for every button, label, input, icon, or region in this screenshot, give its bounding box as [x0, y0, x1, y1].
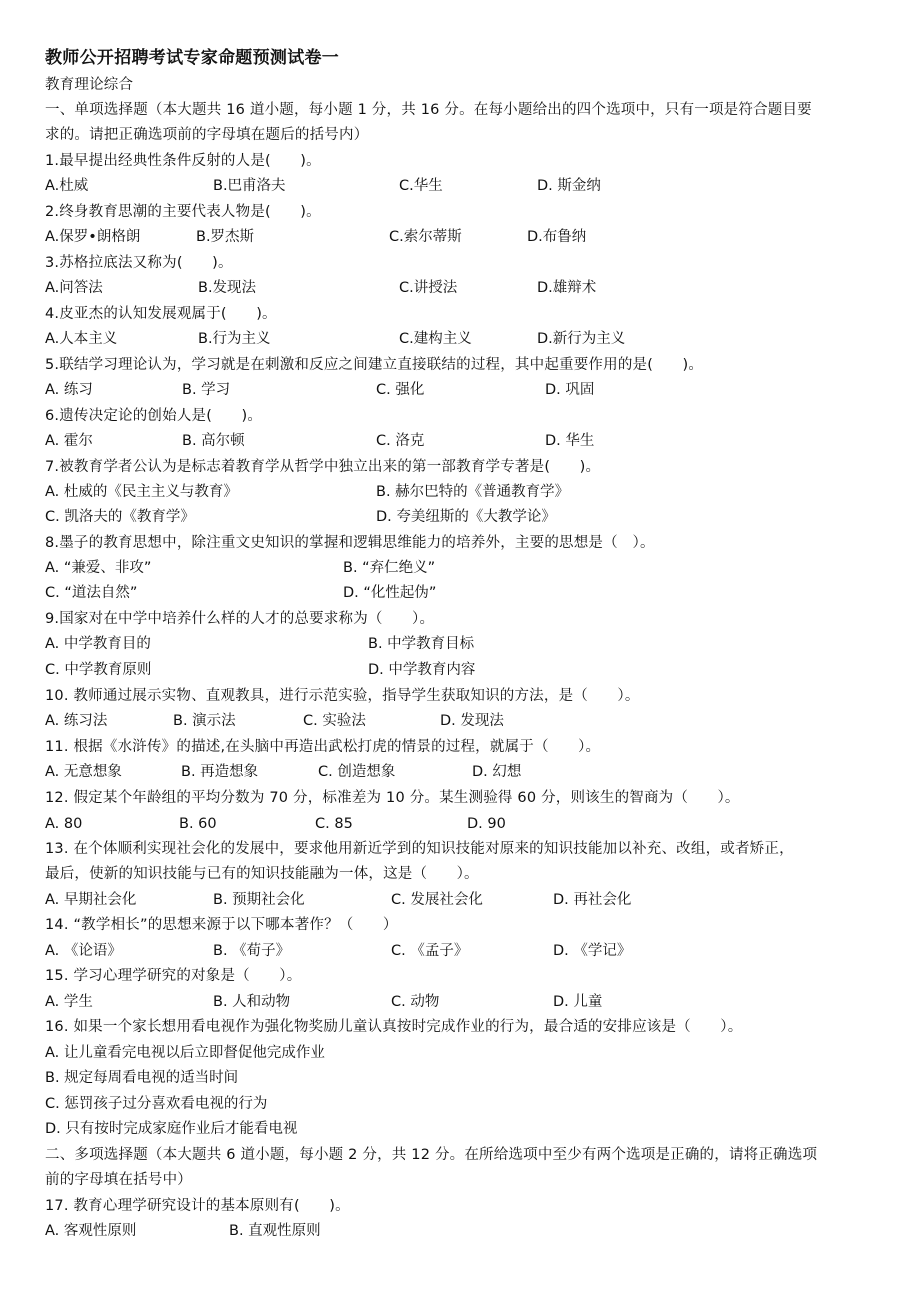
- option-c: C. 创造想象: [318, 764, 396, 780]
- option-a: A.杜威: [45, 178, 89, 194]
- option-b: B. 赫尔巴特的《普通教育学》: [376, 484, 570, 500]
- option-a: A. 霍尔: [45, 433, 93, 449]
- question-stem: 11. 根据《水浒传》的描述,在头脑中再造出武松打虎的情景的过程，就属于（ ）。: [45, 739, 601, 755]
- option-b: B. 学习: [182, 382, 231, 398]
- question-stem: 6.遗传决定论的创始人是( )。: [45, 408, 263, 424]
- option-b: B. 规定每周看电视的适当时间: [45, 1070, 239, 1086]
- option-a: A. 中学教育目的: [45, 636, 151, 652]
- option-b: B.罗杰斯: [196, 229, 255, 245]
- section2-heading: 二、多项选择题（本大题共 6 道小题，每小题 2 分，共 12 分。在所给选项中至少有两个选项是正确的，请将正确选项: [45, 1147, 818, 1163]
- option-b: B.发现法: [198, 280, 257, 296]
- option-b: B. 中学教育目标: [368, 636, 475, 652]
- option-a: A. 早期社会化: [45, 892, 137, 908]
- option-d: D. 儿童: [553, 994, 603, 1010]
- option-a: A. 80: [45, 816, 83, 832]
- option-b: B.行为主义: [198, 331, 271, 347]
- option-c: C. 凯洛夫的《教育学》: [45, 509, 195, 525]
- option-a: A. 练习法: [45, 713, 108, 729]
- question-stem: 12. 假定某个年龄组的平均分数为 70 分，标准差为 10 分。某生测验得 60 分，则该生的智商为（ ）。: [45, 790, 740, 806]
- option-a: A. 《论语》: [45, 943, 122, 959]
- document-subtitle: 教育理论综合: [45, 77, 134, 93]
- option-c: C. 中学教育原则: [45, 662, 152, 678]
- option-a: A.人本主义: [45, 331, 118, 347]
- document-title: 教师公开招聘考试专家命题预测试卷一: [45, 48, 340, 68]
- option-c: C.讲授法: [399, 280, 458, 296]
- option-c: C. 实验法: [303, 713, 366, 729]
- option-c: C. 发展社会化: [391, 892, 483, 908]
- question-stem: 9.国家对在中学中培养什么样的人才的总要求称为（ ）。: [45, 611, 435, 627]
- option-b: B. 预期社会化: [213, 892, 305, 908]
- option-a: A. 无意想象: [45, 764, 122, 780]
- option-c: C. “道法自然”: [45, 585, 138, 601]
- option-d: D. 《学记》: [553, 943, 632, 959]
- option-d: D. 90: [467, 816, 506, 832]
- option-b: B. 《荀子》: [213, 943, 291, 959]
- option-a: A. 客观性原则: [45, 1223, 137, 1239]
- option-c: C. 动物: [391, 994, 440, 1010]
- question-stem: 10. 教师通过展示实物、直观教具，进行示范实验，指导学生获取知识的方法，是（ ）。: [45, 688, 640, 704]
- option-d: D. 中学教育内容: [368, 662, 476, 678]
- question-stem: 7.被教育学者公认为是标志着教育学从哲学中独立出来的第一部教育学专著是( )。: [45, 459, 601, 475]
- option-d: D. 发现法: [440, 713, 504, 729]
- section1-heading: 一、单项选择题（本大题共 16 道小题，每小题 1 分，共 16 分。在每小题给出的四个选项中，只有一项是符合题目要: [45, 102, 812, 118]
- option-d: D. 华生: [545, 433, 595, 449]
- option-c: C.建构主义: [399, 331, 472, 347]
- option-b: B. 人和动物: [213, 994, 291, 1010]
- option-a: A. 让儿童看完电视以后立即督促他完成作业: [45, 1045, 325, 1061]
- question-stem: 14. “教学相长”的思想来源于以下哪本著作？（ ）: [45, 917, 398, 933]
- option-d: D.新行为主义: [537, 331, 626, 347]
- question-stem: 1.最早提出经典性条件反射的人是( )。: [45, 153, 321, 169]
- option-c: C.华生: [399, 178, 443, 194]
- option-d: D. “化性起伪”: [343, 585, 437, 601]
- option-d: D. 只有按时完成家庭作业后才能看电视: [45, 1121, 298, 1137]
- section1-heading-cont: 求的。请把正确选项前的字母填在题后的括号内）: [45, 127, 369, 143]
- option-d: D.布鲁纳: [527, 229, 587, 245]
- option-c: C. 洛克: [376, 433, 425, 449]
- section2-heading-cont: 前的字母填在括号中）: [45, 1172, 192, 1188]
- option-c: C. 《孟子》: [391, 943, 469, 959]
- question-stem: 3.苏格拉底法又称为( )。: [45, 255, 233, 271]
- option-c: C.索尔蒂斯: [389, 229, 462, 245]
- option-a: A. 杜威的《民主主义与教育》: [45, 484, 238, 500]
- option-b: B. 演示法: [173, 713, 236, 729]
- question-stem: 13. 在个体顺利实现社会化的发展中，要求他用新近学到的知识技能对原来的知识技能加以补充、改组，或者矫正，: [45, 841, 794, 857]
- question-stem: 17. 教育心理学研究设计的基本原则有( )。: [45, 1198, 350, 1214]
- option-a: A.问答法: [45, 280, 103, 296]
- option-d: D. 夸美纽斯的《大教学论》: [376, 509, 556, 525]
- option-a: A. 学生: [45, 994, 93, 1010]
- question-stem: 15. 学习心理学研究的对象是（ ）。: [45, 968, 302, 984]
- option-a: A. 练习: [45, 382, 93, 398]
- option-b: B. “弃仁绝义”: [343, 560, 436, 576]
- option-b: B. 再造想象: [181, 764, 259, 780]
- option-d: D. 幻想: [472, 764, 522, 780]
- question-stem: 2.终身教育思潮的主要代表人物是( )。: [45, 204, 321, 220]
- option-c: C. 强化: [376, 382, 425, 398]
- option-b: B. 高尔顿: [182, 433, 245, 449]
- option-d: D. 斯金纳: [537, 178, 601, 194]
- option-a: A.保罗•朗格朗: [45, 229, 141, 245]
- question-stem-cont: 最后，使新的知识技能与已有的知识技能融为一体，这是（ ）。: [45, 866, 479, 882]
- question-stem: 4.皮亚杰的认知发展观属于( )。: [45, 306, 277, 322]
- option-b: B.巴甫洛夫: [213, 178, 286, 194]
- option-c: C. 惩罚孩子过分喜欢看电视的行为: [45, 1096, 268, 1112]
- option-d: D. 巩固: [545, 382, 595, 398]
- question-stem: 5.联结学习理论认为，学习就是在刺激和反应之间建立直接联结的过程，其中起重要作用的是( )。: [45, 357, 704, 373]
- question-stem: 8.墨子的教育思想中，除注重文史知识的掌握和逻辑思维能力的培养外，主要的思想是（ ）。: [45, 535, 655, 551]
- option-c: C. 85: [315, 816, 353, 832]
- option-b: B. 直观性原则: [229, 1223, 321, 1239]
- option-d: D.雄辩术: [537, 280, 597, 296]
- question-stem: 16. 如果一个家长想用看电视作为强化物奖励儿童认真按时完成作业的行为，最合适的安排应该是（ ）。: [45, 1019, 743, 1035]
- option-d: D. 再社会化: [553, 892, 632, 908]
- option-a: A. “兼爱、非攻”: [45, 560, 152, 576]
- option-b: B. 60: [179, 816, 217, 832]
